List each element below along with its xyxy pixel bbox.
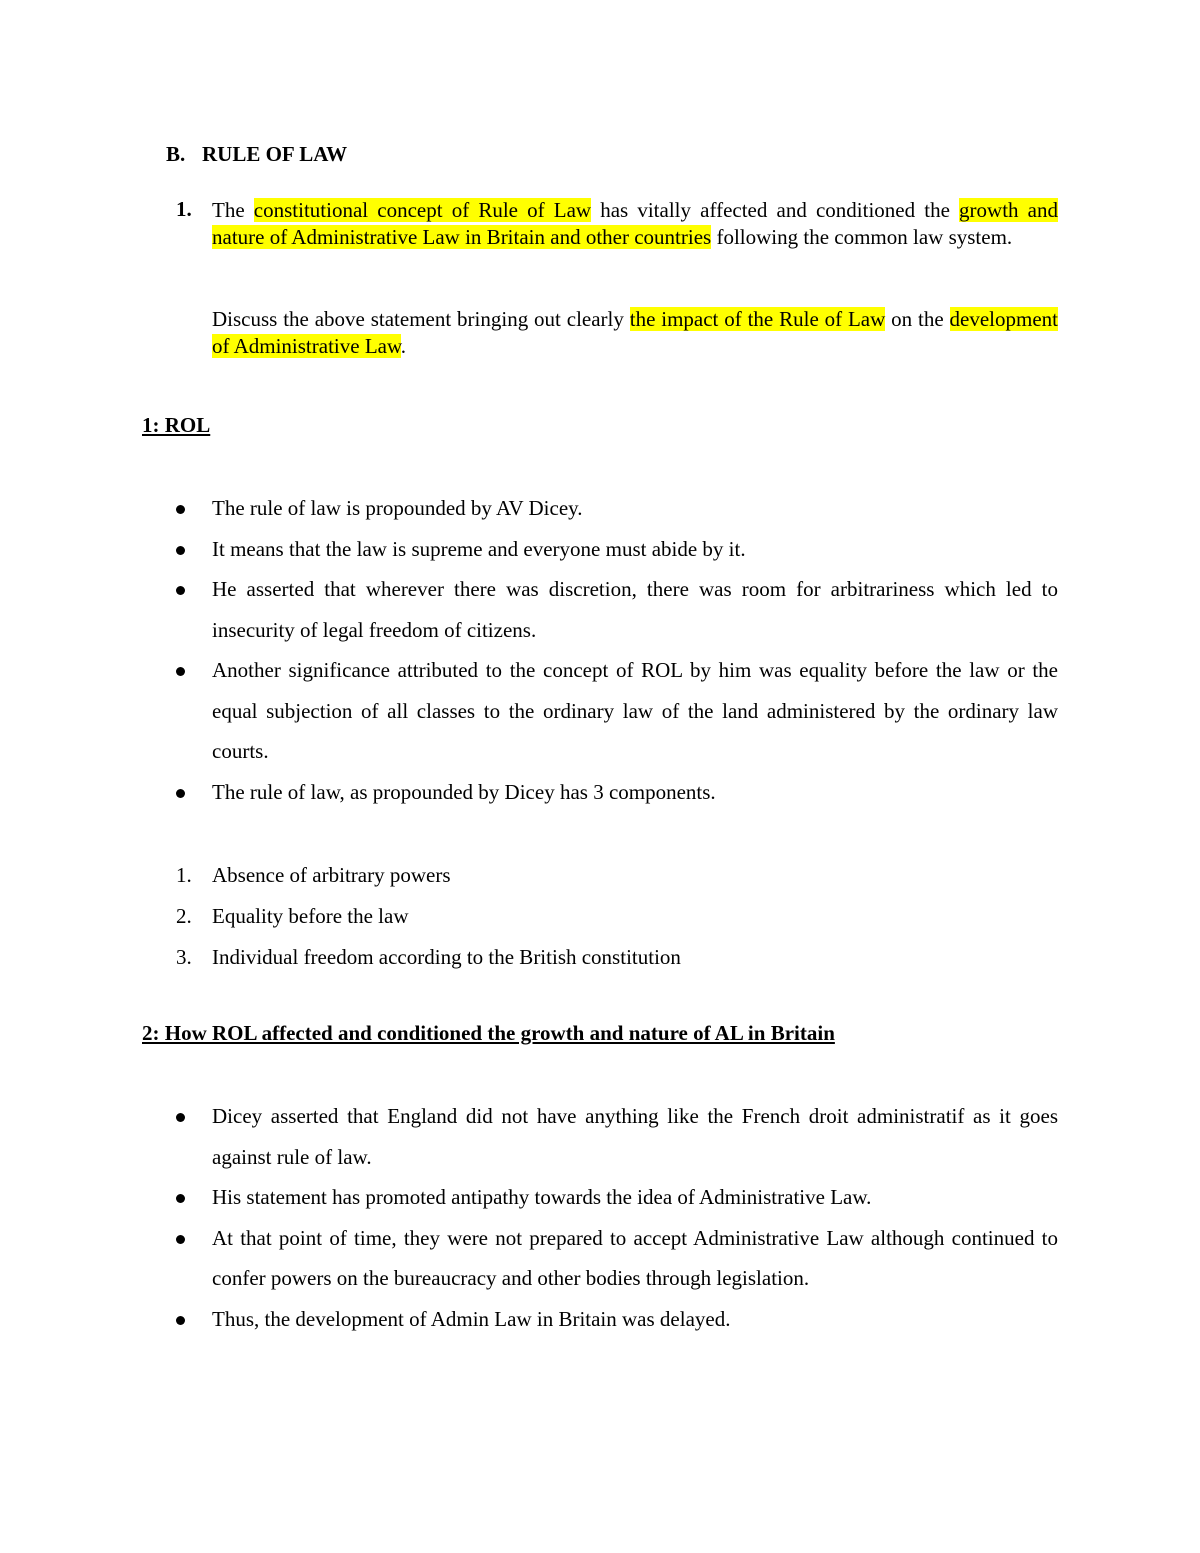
question-text-part: on the bbox=[885, 307, 950, 331]
list-item bbox=[142, 1177, 1058, 1218]
rol-bullet-list bbox=[142, 488, 1058, 812]
list-item-text: Equality before the law bbox=[212, 904, 409, 928]
list-item-text: The rule of law, as propounded by Dicey has 3 components. bbox=[212, 779, 716, 804]
list-item bbox=[142, 488, 1058, 529]
list-item bbox=[142, 937, 1058, 978]
list-item-text: Thus, the development of Admin Law in Britain was delayed. bbox=[212, 1306, 731, 1331]
bullet-icon bbox=[176, 667, 185, 676]
britain-bullet-list bbox=[142, 1096, 1058, 1339]
list-number: 3. bbox=[176, 945, 192, 969]
bullet-icon bbox=[176, 789, 185, 798]
list-item-text: He asserted that wherever there was discretion, there was room for arbitrariness which led to insecurity of legal freedom of citizens. bbox=[212, 577, 1058, 642]
list-item bbox=[142, 650, 1058, 772]
list-number: 2. bbox=[176, 904, 192, 928]
list-item-text: Individual freedom according to the British constitution bbox=[212, 945, 681, 969]
list-item bbox=[142, 896, 1058, 937]
highlighted-phrase: the impact of the Rule of Law bbox=[629, 307, 886, 331]
question-text-part: Discuss the above statement bringing out clearly bbox=[212, 307, 630, 331]
list-item bbox=[142, 1299, 1058, 1340]
section-title bbox=[166, 142, 347, 167]
bullet-icon bbox=[176, 586, 185, 595]
highlighted-phrase: growth and nature of Administrative Law in Britain and other countries bbox=[212, 198, 1058, 249]
list-item-text: Dicey asserted that England did not have anything like the French droit administratif as it goes against rule of law. bbox=[212, 1104, 1058, 1169]
list-item-text: Absence of arbitrary powers bbox=[212, 863, 451, 887]
britain-heading: 2: How ROL affected and conditioned the growth and nature of AL in Britain bbox=[142, 1021, 835, 1045]
bullet-icon bbox=[176, 505, 185, 514]
question-text-part: following the common law system. bbox=[711, 225, 1013, 249]
bullet-icon bbox=[176, 546, 185, 555]
question-number: 1. bbox=[176, 197, 192, 221]
question-statement bbox=[212, 197, 1058, 251]
bullet-icon bbox=[176, 1235, 185, 1244]
list-item bbox=[142, 1096, 1058, 1177]
list-item-text: At that point of time, they were not prepared to accept Administrative Law although continued to confer powers on the bureaucracy and other bodies through legislation. bbox=[212, 1225, 1058, 1290]
list-item bbox=[142, 569, 1058, 650]
list-item bbox=[142, 855, 1058, 896]
question-instruction bbox=[212, 306, 1058, 360]
list-item bbox=[142, 1218, 1058, 1299]
highlighted-phrase: development of Administrative Law bbox=[212, 307, 1058, 358]
bullet-icon bbox=[176, 1194, 185, 1203]
section-title-text: RULE OF LAW bbox=[202, 142, 348, 166]
list-item bbox=[142, 529, 1058, 570]
question-text-part: has vitally affected and conditioned the bbox=[591, 198, 960, 222]
list-item-text: It means that the law is supreme and everyone must abide by it. bbox=[212, 536, 746, 561]
list-number: 1. bbox=[176, 863, 192, 887]
bullet-icon bbox=[176, 1113, 185, 1122]
question-text-part: . bbox=[400, 334, 407, 358]
list-item-text: His statement has promoted antipathy towards the idea of Administrative Law. bbox=[212, 1185, 872, 1209]
rol-heading: 1: ROL bbox=[142, 413, 211, 437]
highlighted-phrase: constitutional concept of Rule of Law bbox=[253, 198, 592, 222]
components-list bbox=[142, 855, 1058, 978]
list-item-text: Another significance attributed to the concept of ROL by him was equality before the law or the equal subjection of all classes to the ordinary law of the land administered by the ordinary law courts. bbox=[212, 658, 1058, 763]
question-text-part: The bbox=[212, 198, 254, 222]
list-item bbox=[142, 772, 1058, 813]
bullet-icon bbox=[176, 1316, 185, 1325]
section-letter: B. bbox=[166, 142, 186, 166]
list-item-text: The rule of law is propounded by AV Dicey. bbox=[212, 496, 583, 520]
